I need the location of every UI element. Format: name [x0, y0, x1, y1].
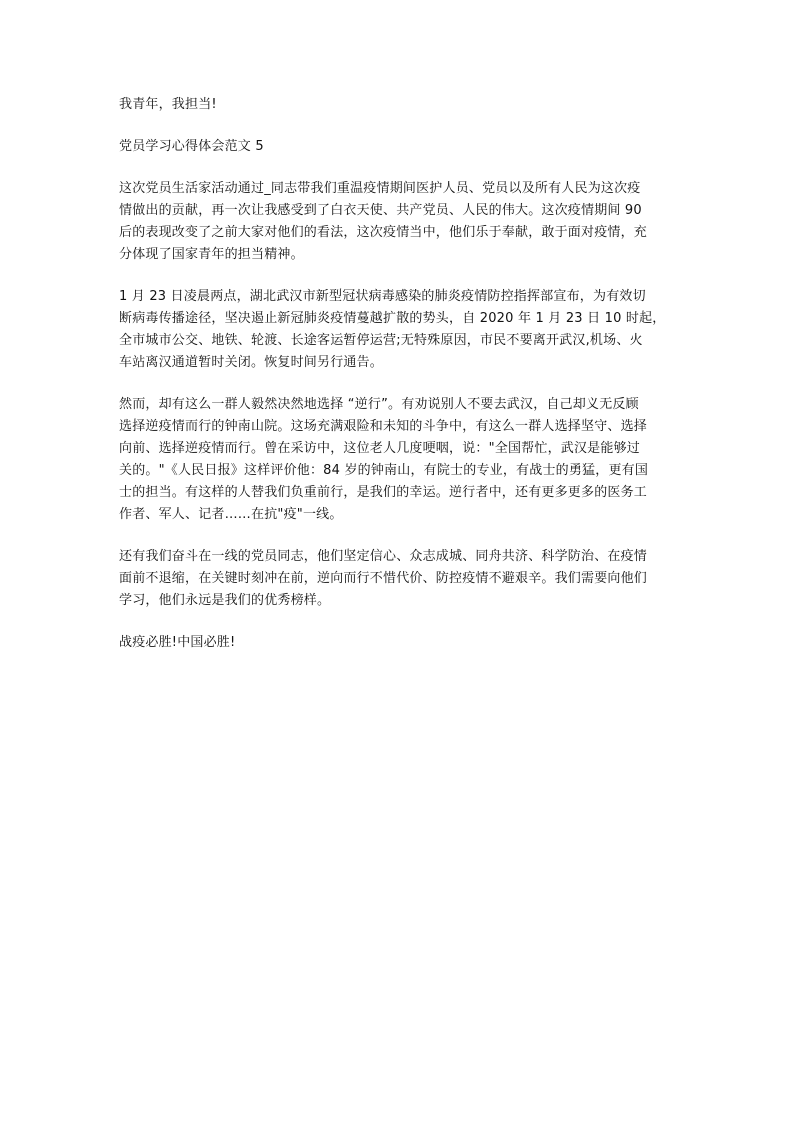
text-line: 选择逆疫情而行的钟南山院。这场充满艰险和未知的斗争中，有这么一群人选择坚守、选择: [119, 419, 648, 434]
document-body: [119, 94, 681, 674]
text-line: 1 月 23 日凌晨两点，湖北武汉市新型冠状病毒感染的肺炎疫情防控指挥部宣布，为有效切: [119, 289, 646, 304]
text-line: 断病毒传播途径，坚决遏止新冠肺炎疫情蔓越扩散的势头，自 2020 年 1 月 23 日 10 时起，: [119, 311, 666, 326]
text-line: 分体现了国家青年的担当精神。: [119, 247, 304, 262]
paragraph-3: [119, 394, 681, 526]
section-title: [119, 136, 681, 158]
text-line: 关的。"《人民日报》这样评价他：84 岁的钟南山，有院士的专业，有战士的勇猛，更有国: [119, 463, 649, 478]
text-line: 然而，却有这么一群人毅然决然地选择 “逆行”。有劝说别人不要去武汉，自己却义无反顾: [119, 397, 639, 412]
text-line: 作者、军人、记者……在抗"疫"一线。: [119, 507, 343, 522]
text-line: 这次党员生活家活动通过_同志带我们重温疫情期间医护人员、党员以及所有人民为这次疫: [119, 181, 641, 196]
text-line: 面前不退缩，在关键时刻冲在前，逆向而行不惜代价、防控疫情不避艰辛。我们需要向他们: [119, 571, 648, 586]
text-line: 后的表现改变了之前大家对他们的看法，这次疫情当中，他们乐于奉献，敢于面对疫情，充: [119, 225, 648, 240]
text-line: 车站离汉通道暂时关闭。恢复时间另行通告。: [119, 355, 384, 370]
text-line: 向前、选择逆疫情而行。曾在采访中，这位老人几度哽咽，说："全国帮忙，武汉是能够过: [119, 441, 640, 456]
text-line: 学习，他们永远是我们的优秀榜样。: [119, 593, 331, 608]
text-line: 战疫必胜!中国必胜!: [119, 635, 236, 650]
text-line: 士的担当。有这样的人替我们负重前行，是我们的幸运。逆行者中，还有更多更多的医务工: [119, 485, 648, 500]
slogan-heading: [119, 94, 681, 116]
paragraph-2: [119, 286, 681, 374]
text-line: 还有我们奋斗在一线的党员同志，他们坚定信心、众志成城、同舟共济、科学防治、在疫情: [119, 549, 648, 564]
closing-slogan: [119, 632, 681, 654]
text-line: 党员学习心得体会范文 5: [119, 139, 264, 154]
text-line: 情做出的贡献，再一次让我感受到了白衣天使、共产党员、人民的伟大。这次疫情期间 90: [119, 203, 642, 218]
text-line: 我青年，我担当!: [119, 97, 217, 112]
text-line: 全市城市公交、地铁、轮渡、长途客运暂停运营;无特殊原因，市民不要离开武汉,机场、火: [119, 333, 643, 348]
paragraph-4: [119, 546, 681, 612]
paragraph-1: [119, 178, 681, 266]
